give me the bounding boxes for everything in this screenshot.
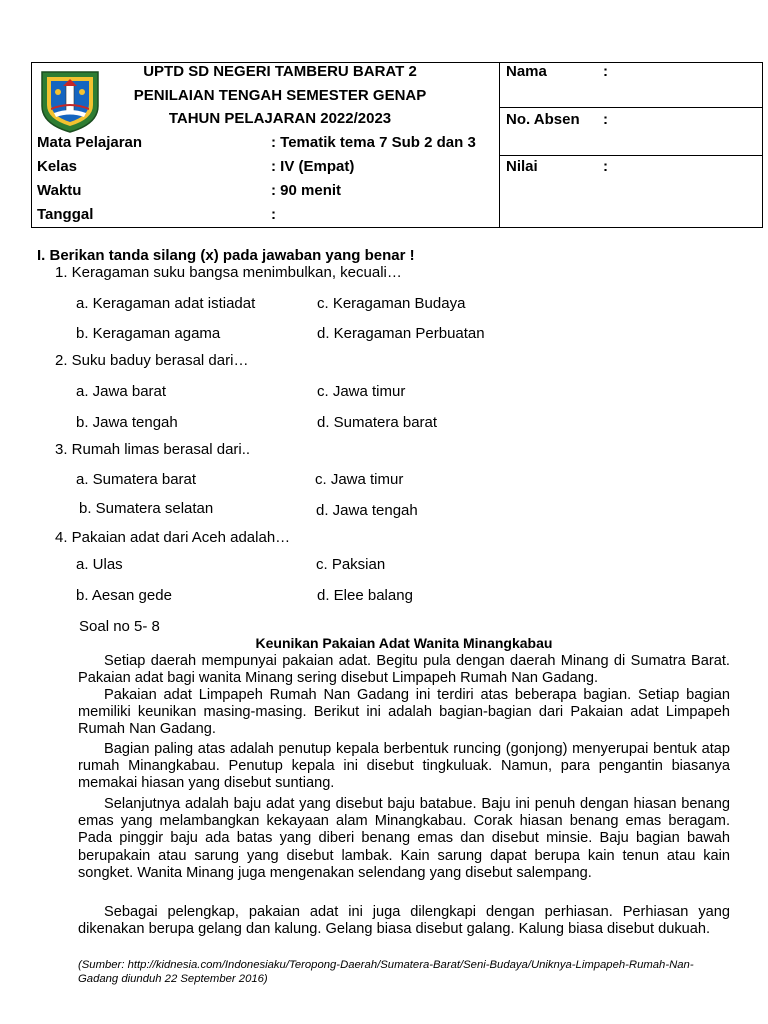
q1-option-b[interactable]: b. Keragaman agama	[76, 325, 221, 342]
q2-option-c[interactable]: c. Jawa timur	[317, 383, 406, 400]
school-logo	[36, 66, 104, 134]
paragraph-text: Bagian paling atas adalah penutup kepala berbentuk runcing (gonjong) menyerupai bentuk atap rumah Minangkabau. Penutup kepala ini disebut tingkuluak. Namun, para pengantin biasanya memakai hiasan yang disebut suntiang.	[78, 741, 730, 792]
subject-label: Mata Pelajaran	[37, 134, 143, 151]
paragraph	[78, 904, 730, 938]
q4-option-a[interactable]: a. Ulas	[76, 556, 123, 573]
date-label: Tanggal	[37, 206, 94, 223]
q2-option-d[interactable]: d. Sumatera barat	[317, 414, 438, 431]
school-name: UPTD SD NEGERI TAMBERU BARAT 2	[143, 63, 417, 80]
paragraph	[78, 687, 730, 739]
paragraph	[78, 796, 730, 882]
paragraph-text: Sebagai pelengkap, pakaian adat ini juga dilengkapi dengan perhiasan. Perhiasan yang dikenakan berupa gelang dan kalung. Gelang biasa disebut galang. Kalung biasa disebut dukuah.	[78, 904, 730, 938]
time-label: Waktu	[37, 182, 82, 199]
question-4: 4. Pakaian adat dari Aceh adalah…	[55, 529, 291, 546]
row-divider	[499, 155, 763, 156]
row-divider	[499, 107, 763, 108]
score-label: Nilai	[506, 158, 538, 175]
class-value: : IV (Empat)	[271, 158, 355, 175]
paragraph	[78, 653, 730, 687]
class-label: Kelas	[37, 158, 78, 175]
subject-value: : Tematik tema 7 Sub 2 dan 3	[271, 134, 476, 151]
school-year: TAHUN PELAJARAN 2022/2023	[168, 110, 392, 127]
q3-option-b[interactable]: b. Sumatera selatan	[79, 500, 214, 517]
question-1: 1. Keragaman suku bangsa menimbulkan, kecuali…	[55, 264, 402, 281]
q1-option-c[interactable]: c. Keragaman Budaya	[317, 295, 466, 312]
time-value: : 90 menit	[271, 182, 342, 199]
date-value: :	[271, 206, 276, 223]
section-heading: I. Berikan tanda silang (x) pada jawaban yang benar !	[37, 247, 415, 264]
q1-option-d[interactable]: d. Keragaman Perbuatan	[317, 325, 485, 342]
q4-option-b[interactable]: b. Aesan gede	[76, 587, 172, 604]
score-field[interactable]: :	[603, 158, 608, 175]
reading-intro: Soal no 5- 8	[79, 618, 160, 635]
source-citation: (Sumber: http://kidnesia.com/Indonesiaku/Teropong-Daerah/Sumatera-Barat/Seni-Budaya/Uniknya-Limpapeh-Rumah-Nan-Gadang diunduh 22 September 2016)	[78, 959, 694, 985]
question-3: 3. Rumah limas berasal dari..	[55, 441, 251, 458]
paragraph-text: Pakaian adat Limpapeh Rumah Nan Gadang ini terdiri atas beberapa bagian. Setiap bagian memiliki keunikan masing-masing. Berikut ini adalah bagian-bagian dari Pakaian adat Limpapeh Rumah Nan Gadang.	[78, 687, 730, 738]
q4-option-c[interactable]: c. Paksian	[316, 556, 386, 573]
reading-title: Keunikan Pakaian Adat Wanita Minangkabau	[255, 635, 553, 651]
q3-option-d[interactable]: d. Jawa tengah	[316, 502, 418, 519]
q1-option-a[interactable]: a. Keragaman adat istiadat	[76, 295, 256, 312]
q4-option-d[interactable]: d. Elee balang	[317, 587, 413, 604]
paragraph-text: Setiap daerah mempunyai pakaian adat. Begitu pula dengan daerah Minang di Sumatra Barat. Pakaian adat bagi wanita Minang sering disebut Limpapeh Rumah Nan Gadang.	[78, 653, 730, 687]
absen-label: No. Absen	[506, 111, 580, 128]
exam-title: PENILAIAN TENGAH SEMESTER GENAP	[133, 87, 427, 104]
q2-option-b[interactable]: b. Jawa tengah	[76, 414, 178, 431]
name-label: Nama	[506, 63, 547, 80]
paragraph	[78, 741, 730, 793]
q2-option-a[interactable]: a. Jawa barat	[76, 383, 167, 400]
paragraph-text: Selanjutnya adalah baju adat yang disebut baju batabue. Baju ini penuh dengan hiasan benang emas yang melambangkan kekayaan alam Minangkabau. Corak hiasan benang emas beragam. Pada pinggir baju ada batas yang diberi benang emas dan disebut minsie. Baju bagian bawah berupakain atau sarung yang disebut lambak. Kain sarung dapat berupa kain tenun atau kain songket. Wanita Minang juga mengenakan selendang yang disebut salempang.	[78, 796, 730, 881]
question-2: 2. Suku baduy berasal dari…	[55, 352, 249, 369]
name-field[interactable]: :	[603, 63, 608, 80]
q3-option-a[interactable]: a. Sumatera barat	[76, 471, 197, 488]
absen-field[interactable]: :	[603, 111, 608, 128]
column-divider	[499, 63, 500, 227]
q3-option-c[interactable]: c. Jawa timur	[315, 471, 404, 488]
